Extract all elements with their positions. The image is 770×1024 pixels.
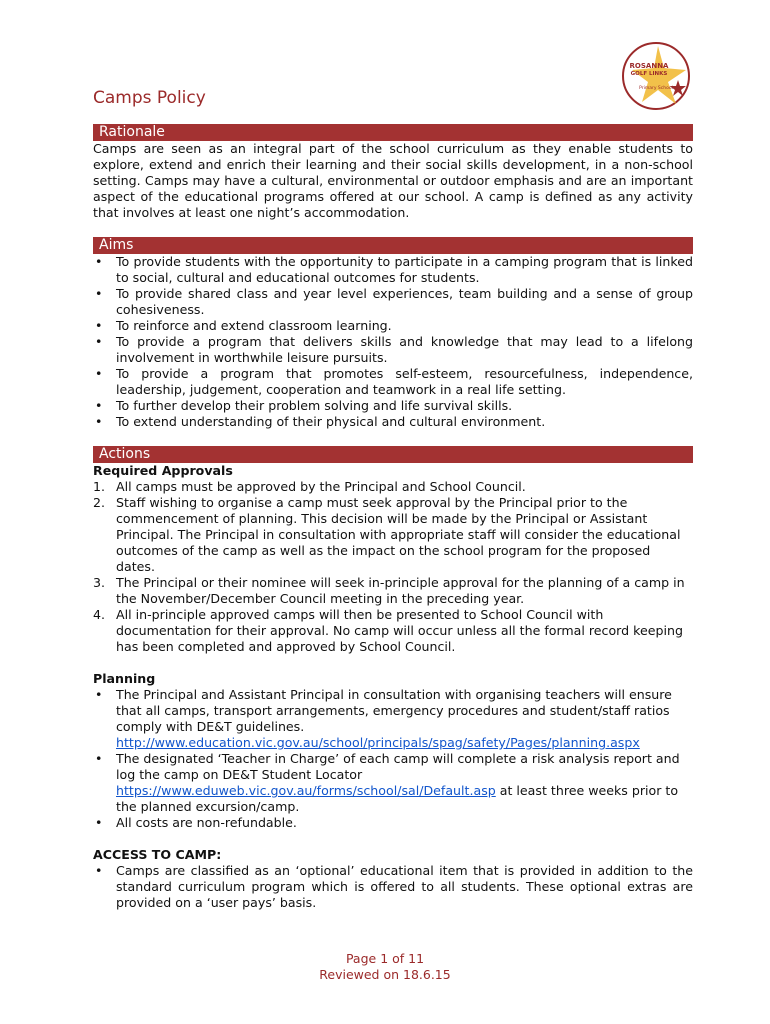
list-item: • To reinforce and extend classroom learning. (95, 318, 392, 333)
list-item: 2. Staff wishing to organise a camp must seek approval by the Principal prior to the commencement of planning. This decision will be made by the Principal or Assistant Principal. The Principal in consultation with appropriate staff will consider the educational outcomes of the camp as well as the impact on the school program for the proposed dates. (93, 495, 681, 574)
list-item: • To provide shared class and year level experiences, team building and a sense of group cohesiveness. (95, 286, 693, 317)
list-item: • To provide students with the opportunity to participate in a camping program that is linked to social, cultural and educational outcomes for students. (95, 254, 693, 285)
list-item: 1. All camps must be approved by the Principal and School Council. (93, 479, 526, 494)
bullet-icon: • (95, 286, 103, 301)
bullet-icon: • (95, 334, 103, 349)
planning-heading: Planning (93, 671, 156, 686)
bullet-icon: • (95, 815, 103, 830)
bullet-icon: • (95, 366, 103, 381)
logo-line3: Primary School (639, 86, 673, 91)
section-heading-rationale: Rationale (93, 124, 693, 141)
page-title: Camps Policy (93, 88, 206, 108)
logo-line1: ROSANNA (629, 62, 669, 70)
access-to-camp-heading: ACCESS TO CAMP: (93, 847, 222, 862)
page-footer (0, 951, 770, 983)
aims-list (93, 254, 693, 430)
list-item: • Camps are classified as an ‘optional’ educational item that is provided in addition to the standard curriculum program which is offered to all students. These optional extras are provided on a ‘user pays’ basis. (95, 863, 693, 910)
rationale-text: Camps are seen as an integral part of the school curriculum as they enable students to explore, extend and enrich their learning and their social skills development, in a non-school setting. Camps may have a cultural, environmental or outdoor emphasis and are an important aspect of the educational programs offered at our school. A camp is defined as any activity that involves at least one night’s accommodation. (93, 141, 693, 220)
required-approvals-list (93, 479, 693, 655)
student-locator-link[interactable]: https://www.eduweb.vic.gov.au/forms/school/sal/Default.asp (116, 783, 496, 798)
planning-guidelines-link[interactable]: http://www.education.vic.gov.au/school/principals/spag/safety/Pages/planning.aspx (116, 735, 640, 750)
page-number: Page 1 of 11 (345, 951, 425, 966)
bullet-icon: • (95, 414, 103, 429)
section-heading-aims: Aims (93, 237, 693, 254)
list-item: 3. The Principal or their nominee will seek in-principle approval for the planning of a camp in the November/December Council meeting in the preceding year. (93, 575, 685, 606)
document-body (93, 124, 693, 911)
bullet-icon: • (95, 398, 103, 413)
list-item: • To provide a program that delivers skills and knowledge that may lead to a lifelong involvement in worthwhile leisure pursuits. (95, 334, 693, 365)
bullet-icon: • (95, 751, 103, 766)
bullet-icon: • (95, 687, 103, 702)
reviewed-date: Reviewed on 18.6.15 (319, 967, 451, 982)
list-item: • To extend understanding of their physical and cultural environment. (95, 414, 546, 429)
list-item: • To provide a program that promotes self-esteem, resourcefulness, independence, leadership, judgement, cooperation and teamwork in a real life setting. (95, 366, 693, 397)
logo-line2: GOLF LINKS (630, 71, 668, 77)
list-item: • To further develop their problem solving and life survival skills. (95, 398, 513, 413)
bullet-icon: • (95, 863, 103, 878)
access-list (93, 863, 693, 911)
school-logo (620, 40, 692, 112)
bullet-icon: • (95, 318, 103, 333)
section-heading-actions: Actions (93, 446, 693, 463)
list-item: • The designated ‘Teacher in Charge’ of each camp will complete a risk analysis report and log the camp on DE&T Student Locator https://www.eduweb.vic.gov.au/forms/school/sal/Default.asp at least three weeks prior to the planned excursion/camp. (95, 751, 680, 814)
required-approvals-heading: Required Approvals (93, 463, 233, 478)
planning-list (93, 687, 693, 831)
list-item: • All costs are non-refundable. (95, 815, 297, 830)
bullet-icon: • (95, 254, 103, 269)
list-item: 4. All in-principle approved camps will then be presented to School Council with documentation for their approval. No camp will occur unless all the formal record keeping has been completed and approved by School Council. (93, 607, 683, 654)
list-item: • The Principal and Assistant Principal in consultation with organising teachers will ensure that all camps, transport arrangements, emergency procedures and student/staff ratios comply with DE&T guidelines. http://www.education.vic.gov.au/school/principals/spag/safety/Pages/planning.aspx (95, 687, 672, 750)
